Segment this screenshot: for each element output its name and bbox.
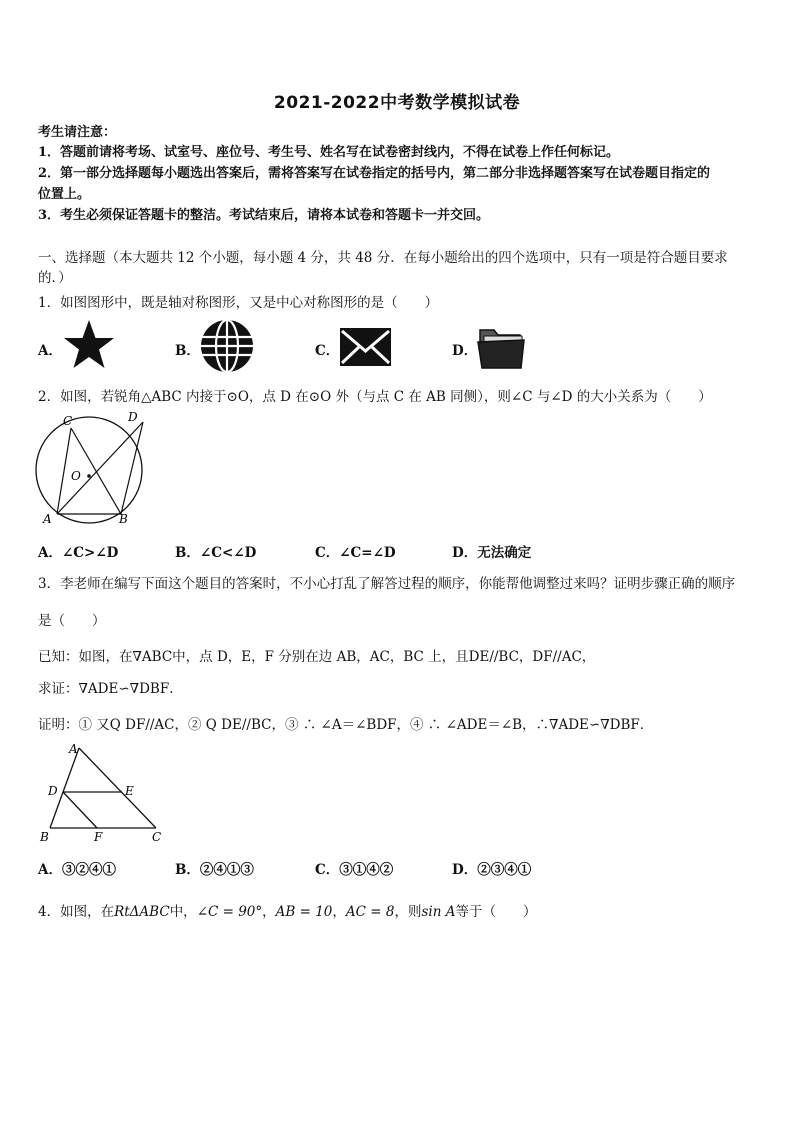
section-heading-line-2: 的．） [38,270,72,286]
q3-label-d: D [48,784,58,798]
q2-label-c: C [63,414,73,428]
envelope-icon [338,320,393,372]
q1-option-b-label: B． [175,343,200,359]
q3-triangle-figure [36,740,166,846]
question-4-stem [38,900,536,920]
question-3-prove: 求证：∇ADE∽∇DBF． [38,681,183,697]
q3-option-d: D．②③④① [452,862,532,878]
q3-option-c: C．③①④② [315,862,394,878]
q2-option-c: C．∠C=∠D [315,545,396,561]
q3-label-a: A [69,742,78,756]
q2-label-d: D [128,410,138,424]
q3-label-e: E [125,784,134,798]
globe-icon [198,318,256,374]
q4-mid-2: ，则 [394,904,422,920]
q2-label-b: B [119,512,128,526]
q1-option-a-label: A． [38,343,62,359]
question-3-stem-line-2: 是（ ） [38,613,106,629]
q3-label-b: B [40,830,49,844]
star-icon [60,318,118,372]
q2-option-d: D．无法确定 [452,545,532,561]
q1-option-d-label: D． [452,343,478,359]
q1-option-c-label: C． [315,343,340,359]
folder-icon [474,322,529,372]
q2-option-a: A．∠C>∠D [38,545,119,561]
question-3-stem-line-1: 3．李老师在编写下面这个题目的答案时，不小心打乱了解答过程的顺序，你能帮他调整过来吗？证明步骤正确的顺序 [38,576,736,592]
q4-sep-1: ， [262,904,276,920]
question-1-stem: 1．如图图形中，既是轴对称图形，又是中心对称图形的是（ ） [38,295,439,311]
notice-line-2b: 位置上。 [38,187,91,202]
q4-ac-condition: AC = 8 [345,904,395,920]
q4-ab-condition: AB = 10 [275,904,333,920]
question-3-proof: 证明：① 又Q DF//AC，② Q DE//BC，③ ∴ ∠A＝∠BDF，④ ∴ ∠ADE＝∠B，∴∇ADE∽∇DBF． [38,717,654,733]
q4-angle-condition: ∠C = 90° [196,904,263,920]
q3-option-a: A．③②④① [38,862,116,878]
q3-option-b: B．②④①③ [175,862,254,878]
q3-label-c: C [152,830,162,844]
notice-heading: 考生请注意： [38,125,117,140]
q4-tail: 等于（ ） [455,904,537,920]
q4-sep-2: ， [332,904,346,920]
q2-label-a: A [43,512,52,526]
question-3-known: 已知：如图，在∇ABC中，点 D，E，F 分别在边 AB，AC，BC 上，且DE//BC，DF//AC， [38,649,596,665]
question-2-stem: 2．如图，若锐角△ABC 内接于⊙O，点 D 在⊙O 外（与点 C 在 AB 同侧），则∠C 与∠D 的大小关系为（ ） [38,389,712,405]
section-heading-line-1: 一、选择题（本大题共 12 个小题，每小题 4 分，共 48 分．在每小题给出的四个选项中，只有一项是符合题目要求 [38,250,728,266]
notice-line-3: 3．考生必须保证答题卡的整洁。考试结束后，请将本试卷和答题卡一并交回。 [38,208,490,223]
page-title: 2021-2022中考数学模拟试卷 [273,93,521,113]
notice-line-1: 1．答题前请将考场、试室号、座位号、考生号、姓名写在试卷密封线内，不得在试卷上作任何标记。 [38,145,620,160]
q2-label-o: O [71,469,81,483]
q2-circle-figure [33,408,151,532]
q3-label-f: F [94,830,103,844]
q4-mid-1: 中， [169,904,197,920]
notice-line-2a: 2．第一部分选择题每小题选出答案后，需将答案写在试卷指定的括号内，第二部分非选择题答案写在试卷题目指定的 [38,166,711,181]
q4-triangle: RtΔABC [114,904,170,920]
q2-option-b: B．∠C<∠D [175,545,257,561]
q4-stem-prefix: 4．如图，在 [38,904,115,920]
q4-target: sin A [421,904,456,920]
